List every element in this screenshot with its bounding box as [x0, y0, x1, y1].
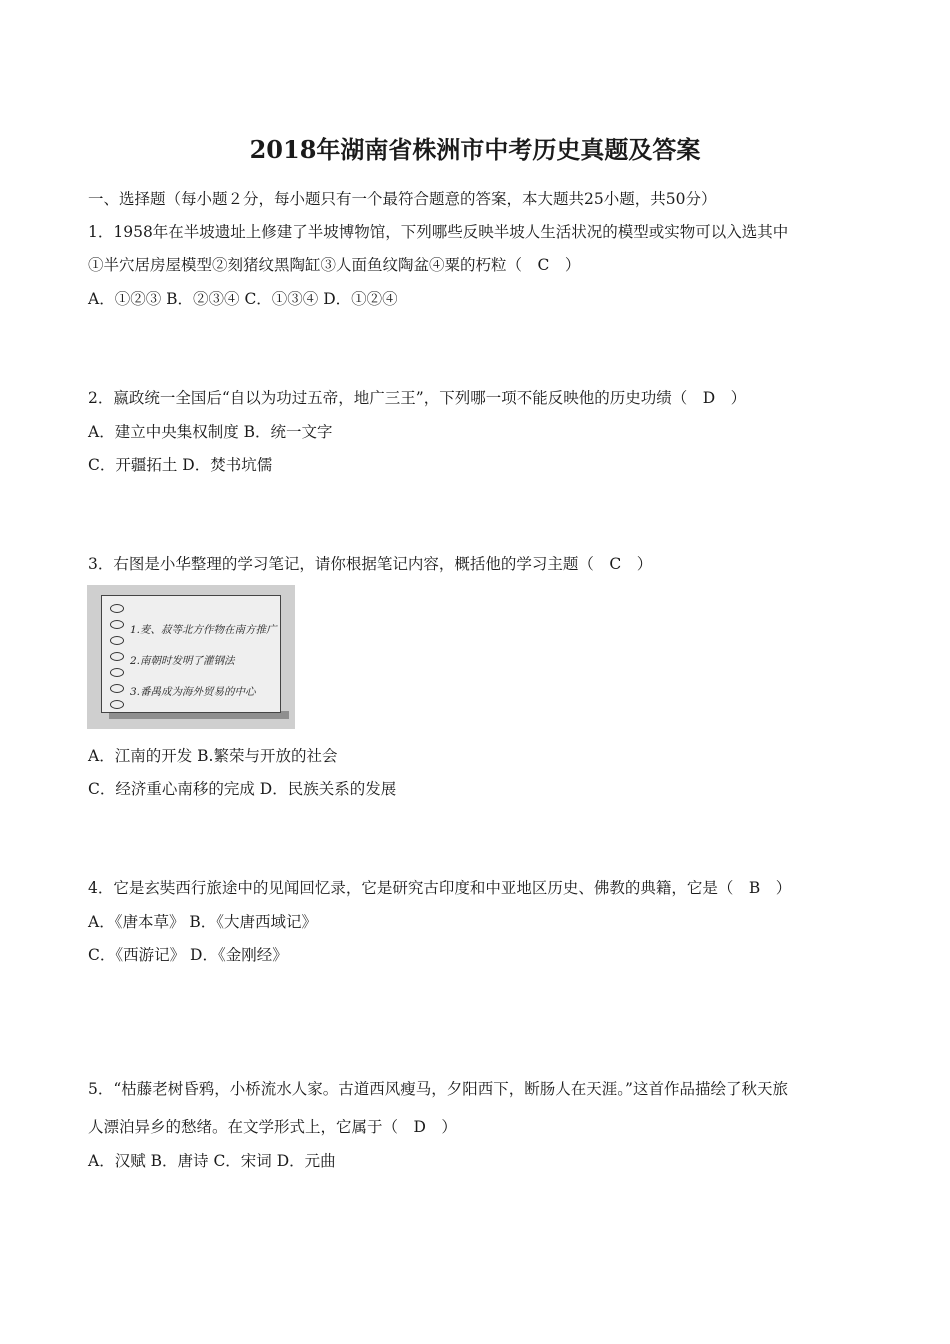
question-5-stem-line-2: 人漂泊异乡的愁绪。在文学形式上，它属于（ D ） [88, 1118, 457, 1136]
question-4-stem: 4．它是玄奘西行旅途中的见闻回忆录，它是研究古印度和中亚地区历史、佛教的典籍，它是（ B ） [88, 879, 792, 897]
notebook-ring [110, 620, 124, 629]
question-3-stem: 3．右图是小华整理的学习笔记，请你根据笔记内容，概括他的学习主题（ C ） [88, 555, 653, 573]
notebook-ring [110, 652, 124, 661]
notebook-ring [110, 684, 124, 693]
question-1-options: A．①②③ B．②③④ C．①③④ D．①②④ [88, 290, 398, 308]
question-1-stem-line-2: ①半穴居房屋模型②刻猪纹黑陶缸③人面鱼纹陶盆④粟的朽粒（ C ） [88, 256, 581, 274]
note-line-3: 3.番禺成为海外贸易的中心 [130, 686, 256, 698]
page-title: 2018年湖南省株洲市中考历史真题及答案 [249, 135, 701, 164]
section-header: 一、选择题（每小题２分，每小题只有一个最符合题意的答案，本大题共25小题，共50分） [88, 190, 717, 208]
question-3-options-line-1: A．江南的开发 B.繁荣与开放的社会 [88, 747, 338, 765]
question-2-options-line-1: A．建立中央集权制度 B．统一文字 [88, 423, 333, 441]
question-5-stem-line-1: 5．“枯藤老树昏鸦，小桥流水人家。古道西风瘦马，夕阳西下，断肠人在天涯。”这首作品描绘了秋天旅 [88, 1080, 788, 1098]
question-4-options-line-1: A．《唐本草》 B．《大唐西域记》 [88, 913, 318, 931]
question-2-options-line-2: C．开疆拓土 D．焚书坑儒 [88, 456, 273, 474]
notebook-ring [110, 700, 124, 709]
notebook-ring [110, 668, 124, 677]
note-line-2: 2.南朝时发明了灌钢法 [130, 655, 235, 667]
question-3-options-line-2: C．经济重心南移的完成 D．民族关系的发展 [88, 780, 397, 798]
question-2-stem: 2．嬴政统一全国后“自以为功过五帝，地广三王”，下列哪一项不能反映他的历史功绩（ D ） [88, 389, 747, 407]
notebook-ring [110, 636, 124, 645]
question-4-options-line-2: C．《西游记》 D．《金刚经》 [88, 946, 288, 964]
notebook-page [101, 595, 281, 713]
question-1-stem-line-1: 1．1958年在半坡遗址上修建了半坡博物馆，下列哪些反映半坡人生活状况的模型或实物可以入选其中 [88, 223, 789, 241]
study-notes-image [87, 585, 295, 729]
note-line-1: 1.麦、菽等北方作物在南方推广 [130, 624, 277, 636]
notebook-ring [110, 604, 124, 613]
question-5-options: A．汉赋 B．唐诗 C．宋词 D．元曲 [88, 1152, 336, 1170]
